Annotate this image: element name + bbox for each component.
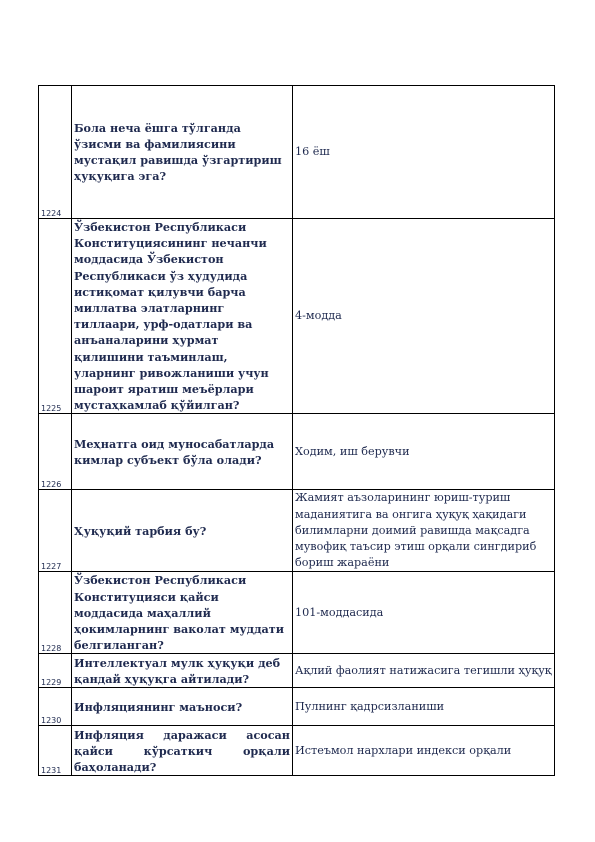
- answer-cell: Пулнинг қадрсизланиши: [293, 688, 555, 726]
- row-number: 1229: [39, 654, 72, 688]
- table-row: [39, 572, 555, 654]
- table-row: [39, 219, 555, 414]
- answer-cell: Ақлий фаолият натижасига тегишли ҳуқуқ: [293, 654, 555, 688]
- row-number: 1231: [39, 726, 72, 776]
- row-number: 1228: [39, 572, 72, 654]
- question-cell: Интеллектуал мулк ҳуқуқи деб қандай ҳуқуқга айтилади?: [72, 654, 293, 688]
- row-number: 1227: [39, 490, 72, 572]
- table-row: [39, 726, 555, 776]
- question-cell: Ўзбекистон Республикаси Конституцияси қайси моддасида маҳаллий ҳокимларнинг ваколат муддати белгиланган?: [72, 572, 293, 654]
- table-row: [39, 414, 555, 490]
- question-cell: Меҳнатга оид муносабатларда кимлар субъект бўла олади?: [72, 414, 293, 490]
- question-cell: Инфляциянинг маъноси?: [72, 688, 293, 726]
- table-row: [39, 688, 555, 726]
- table-row: [39, 490, 555, 572]
- questions-table: [38, 85, 555, 776]
- row-number: 1224: [39, 86, 72, 219]
- answer-cell: 101-моддасида: [293, 572, 555, 654]
- question-cell: Ўзбекистон Республикаси Конституциясининг нечанчи моддасида Ўзбекистон Республикаси ўз ҳудудида истиқомат қилувчи барча миллатва элатларнинг тиллаари, урф-одатлари ва анъаналарини ҳурмат қилишини таъминлаш, уларнинг ривожланиши учун шароит яратиш меъёрлари мустаҳкамлаб қўйилган?: [72, 219, 293, 414]
- row-number: 1225: [39, 219, 72, 414]
- row-number: 1226: [39, 414, 72, 490]
- row-number: 1230: [39, 688, 72, 726]
- question-cell: Бола неча ёшга тўлганда ўзисми ва фамилиясини мустақил равишда ўзгартириш ҳуқуқига эга?: [72, 86, 293, 219]
- answer-cell: 16 ёш: [293, 86, 555, 219]
- answer-cell: Жамият аъзоларининг юриш-туриш маданиятига ва онгига ҳуқуқ ҳақидаги билимларни доимий равишда мақсадга мувофиқ таъсир этиш орқали сингдириб бориш жараёни: [293, 490, 555, 572]
- answer-cell: Истеъмол нархлари индекси орқали: [293, 726, 555, 776]
- answer-cell: Ходим, иш берувчи: [293, 414, 555, 490]
- question-cell: Ҳуқуқий тарбия бу?: [72, 490, 293, 572]
- question-cell: Инфляция даражаси асосан қайси кўрсаткич орқали баҳоланади?: [72, 726, 293, 776]
- answer-cell: 4-модда: [293, 219, 555, 414]
- table-row: [39, 654, 555, 688]
- table-row: [39, 86, 555, 219]
